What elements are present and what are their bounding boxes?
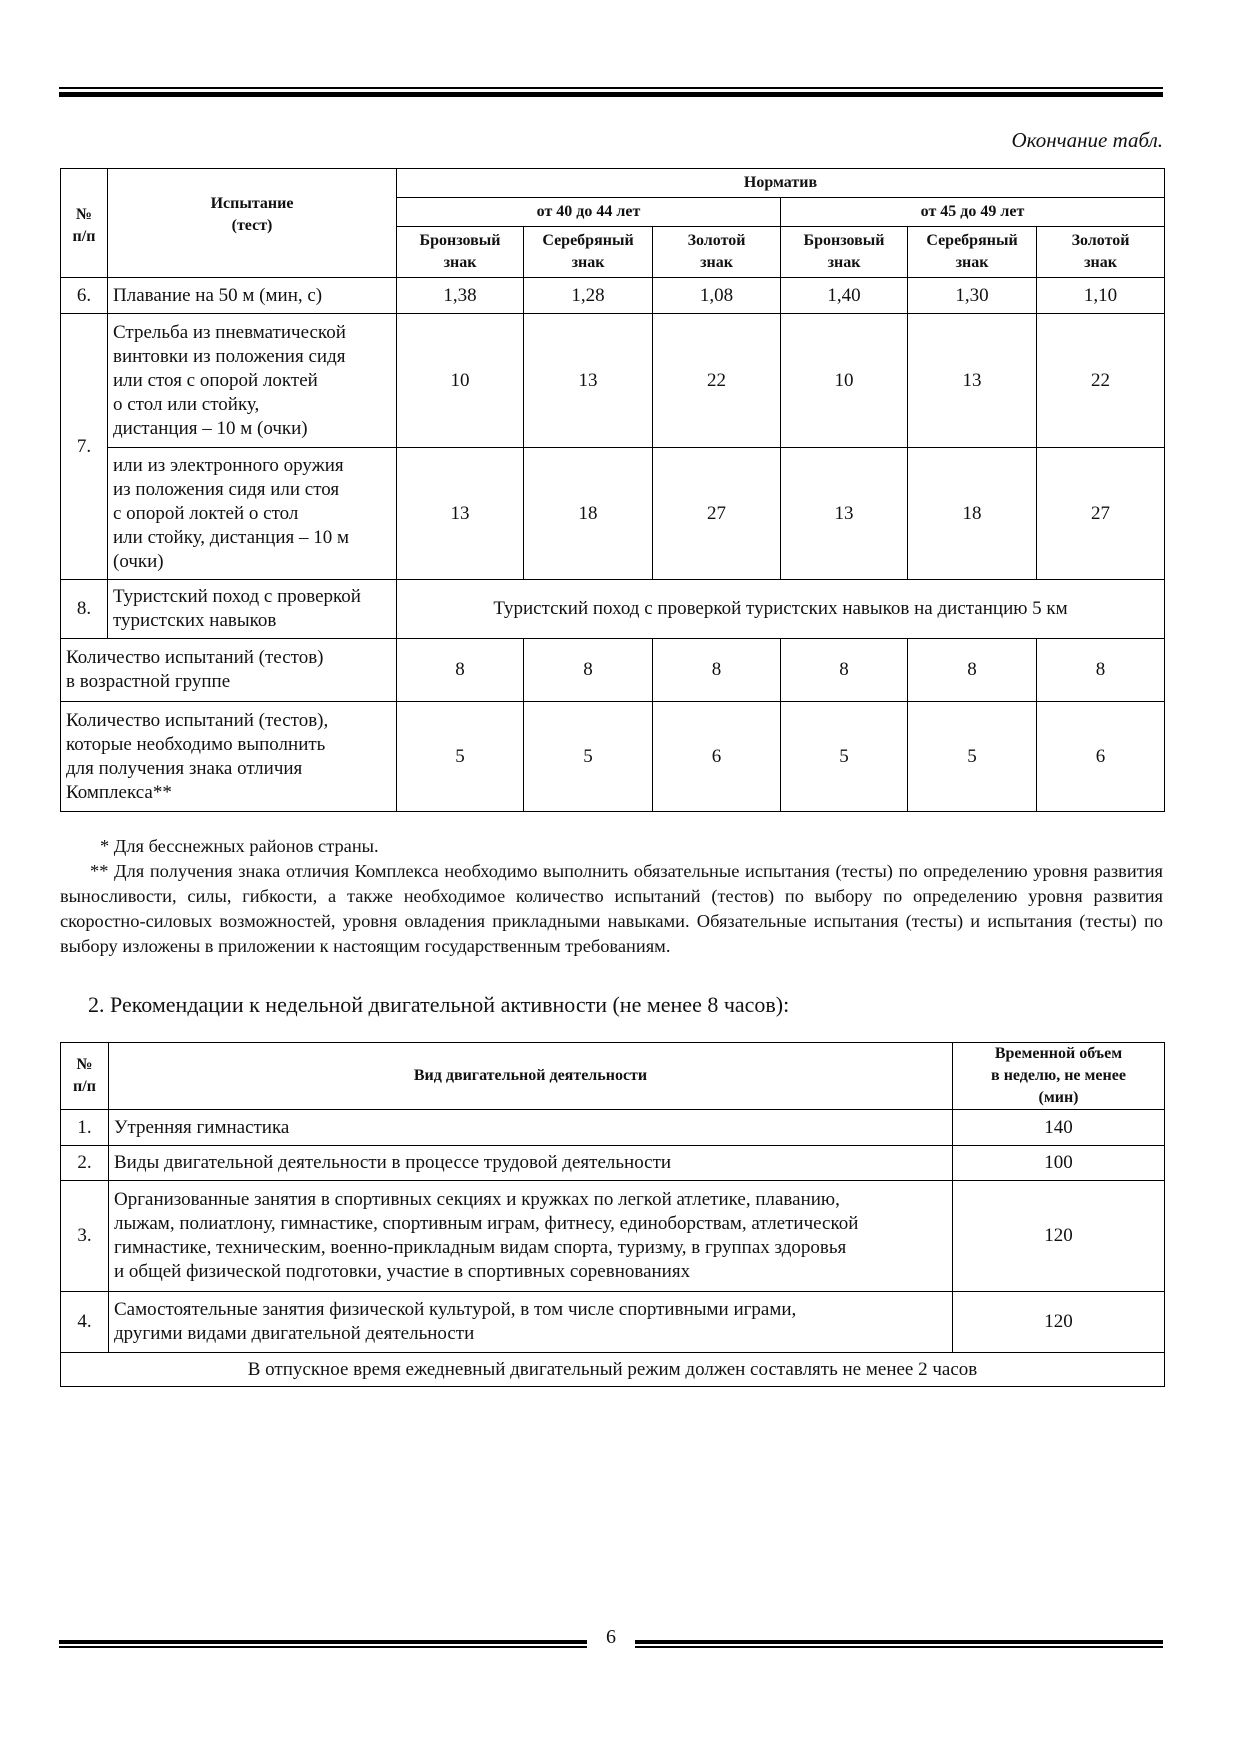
col-header-num: № п/п [61, 1043, 109, 1110]
table-row [61, 448, 1165, 580]
footnote-2: ** Для получения знака отличия Комплекса необходимо выполнить обязательные испытания (тесты) по определению уровня развития выносливости, силы, гибкости, а также необходимое количество испытаний (тестов) по выбору по определению уровня развития скоростно-силовых возможностей, уровня овладения прикладными навыками. Обязательные испытания (тесты) и испытания (тесты) по выбору изложены в приложении к настоящим государственным требованиям. [60, 861, 1163, 956]
activity-text: Самостоятельные занятия физической культурой, в том числе спортивными играми, другими видами двигательной деятельности [109, 1292, 953, 1353]
table-row [61, 1292, 1165, 1353]
medal-header-bronze: Бронзовый знак [397, 227, 524, 278]
activity-text: Утренняя гимнастика [109, 1110, 953, 1146]
value-cell: 13 [781, 448, 908, 580]
value-cell: 8 [524, 639, 653, 702]
footnote-1: * Для бесснежных районов страны. [100, 836, 379, 856]
value-cell: 1,30 [908, 278, 1037, 314]
table-continuation-caption: Окончание табл. [1011, 128, 1163, 152]
minutes-cell: 100 [953, 1146, 1165, 1181]
medal-header-silver: Серебряный знак [524, 227, 653, 278]
row-num: 8. [61, 580, 108, 639]
minutes-cell: 120 [953, 1292, 1165, 1353]
page-number: 6 [606, 1626, 616, 1648]
value-cell: 10 [781, 314, 908, 448]
table-row [61, 1146, 1165, 1181]
col-header-activity: Вид двигательной деятельности [109, 1043, 953, 1110]
value-cell: 22 [1037, 314, 1165, 448]
value-cell: 27 [1037, 448, 1165, 580]
value-cell: 6 [1037, 702, 1165, 812]
value-cell: 6 [653, 702, 781, 812]
value-cell: 1,08 [653, 278, 781, 314]
table-row [61, 1181, 1165, 1292]
medal-header-silver: Серебряный знак [908, 227, 1037, 278]
test-name: или из электронного оружия из положения сидя или стоя с опорой локтей о стол или стойку, дистанция – 10 м (очки) [108, 448, 397, 580]
value-cell: 8 [653, 639, 781, 702]
table-row [61, 278, 1165, 314]
test-name: Плавание на 50 м (мин, с) [108, 278, 397, 314]
value-cell: 13 [397, 448, 524, 580]
medal-header-gold: Золотой знак [653, 227, 781, 278]
medal-header-gold: Золотой знак [1037, 227, 1165, 278]
value-cell: 18 [524, 448, 653, 580]
activity-text: Виды двигательной деятельности в процессе трудовой деятельности [109, 1146, 953, 1181]
value-cell: 1,28 [524, 278, 653, 314]
medal-header-bronze: Бронзовый знак [781, 227, 908, 278]
footer-rule-left-thin [59, 1646, 587, 1648]
row-num: 1. [61, 1110, 109, 1146]
value-cell: 5 [524, 702, 653, 812]
value-cell: 18 [908, 448, 1037, 580]
test-name: Туристский поход с проверкой туристских навыков [108, 580, 397, 639]
value-cell: 27 [653, 448, 781, 580]
footnotes [60, 834, 1163, 959]
value-cell: 5 [908, 702, 1037, 812]
col-header-test: Испытание (тест) [108, 169, 397, 278]
table-row [61, 1110, 1165, 1146]
col-header-num: № п/п [61, 169, 108, 278]
value-cell: 1,38 [397, 278, 524, 314]
header-rule-thin [59, 87, 1163, 89]
minutes-cell: 120 [953, 1181, 1165, 1292]
table-row [61, 639, 1165, 702]
row-num: 3. [61, 1181, 109, 1292]
header-rule-thick [59, 92, 1163, 97]
table-row [61, 580, 1165, 639]
value-cell: 1,40 [781, 278, 908, 314]
col-header-norm: Норматив [397, 169, 1165, 198]
table-footer-row [61, 1353, 1165, 1387]
row-num: 2. [61, 1146, 109, 1181]
value-cell: 5 [397, 702, 524, 812]
minutes-cell: 140 [953, 1110, 1165, 1146]
age-group-40-44: от 40 до 44 лет [397, 198, 781, 227]
summary-label: Количество испытаний (тестов) в возрастной группе [61, 639, 397, 702]
vacation-note: В отпускное время ежедневный двигательный режим должен составлять не менее 2 часов [61, 1353, 1165, 1387]
activity-text: Организованные занятия в спортивных секциях и кружках по легкой атлетике, плаванию, лыжам, полиатлону, гимнастике, спортивным играм, фитнесу, единоборствам, атлетической гимнастике, техническим, военно-прикладным видам спорта, туризму, в группах здоровья и общей физической подготовки, участие в спортивных соревнованиях [109, 1181, 953, 1292]
value-cell: 10 [397, 314, 524, 448]
table-row [61, 314, 1165, 448]
section-heading: 2. Рекомендации к недельной двигательной активности (не менее 8 часов): [88, 992, 790, 1017]
row-num: 4. [61, 1292, 109, 1353]
value-cell: 8 [781, 639, 908, 702]
age-group-45-49: от 45 до 49 лет [781, 198, 1165, 227]
value-cell: 13 [524, 314, 653, 448]
row-num: 6. [61, 278, 108, 314]
value-cell: 8 [1037, 639, 1165, 702]
activity-table [60, 1042, 1165, 1387]
value-cell: 8 [397, 639, 524, 702]
value-cell: 13 [908, 314, 1037, 448]
summary-label: Количество испытаний (тестов), которые необходимо выполнить для получения знака отличия Комплекса** [61, 702, 397, 812]
footer-rule-right-thick [635, 1640, 1163, 1644]
table-row [61, 702, 1165, 812]
row-num: 7. [61, 314, 108, 580]
merged-value-cell: Туристский поход с проверкой туристских навыков на дистанцию 5 км [397, 580, 1165, 639]
value-cell: 1,10 [1037, 278, 1165, 314]
col-header-time: Временной объем в неделю, не менее (мин) [953, 1043, 1165, 1110]
value-cell: 5 [781, 702, 908, 812]
value-cell: 22 [653, 314, 781, 448]
footer-rule-right-thin [635, 1646, 1163, 1648]
value-cell: 8 [908, 639, 1037, 702]
norms-table [60, 168, 1165, 812]
footer-rule-left-thick [59, 1640, 587, 1644]
test-name: Стрельба из пневматической винтовки из положения сидя или стоя с опорой локтей о стол или стойку, дистанция – 10 м (очки) [108, 314, 397, 448]
